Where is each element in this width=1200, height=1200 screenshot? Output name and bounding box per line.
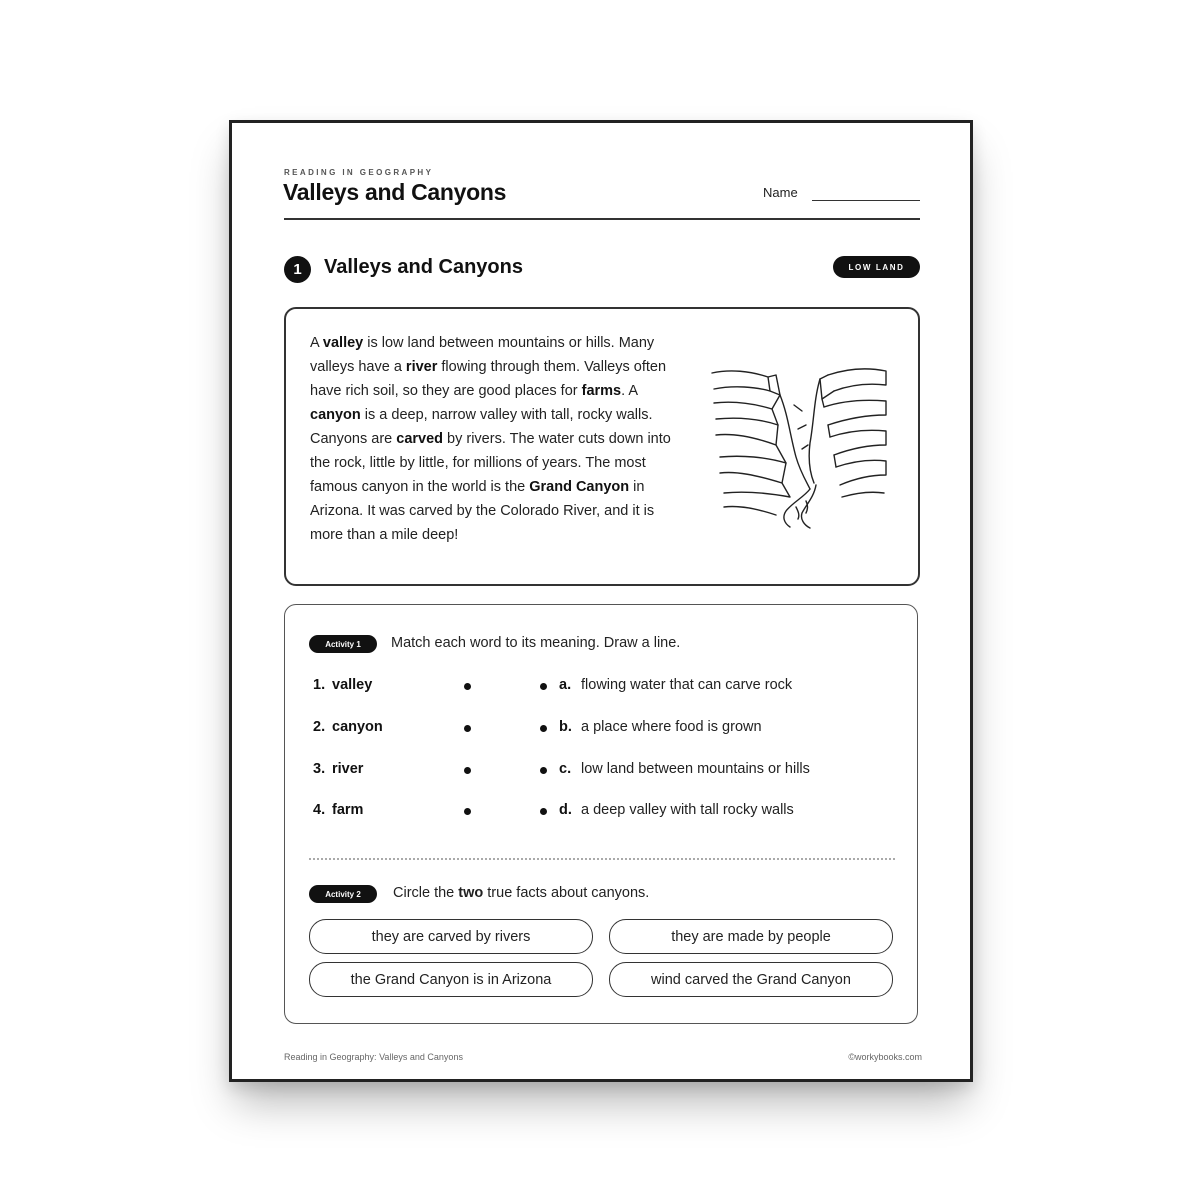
fact-choice[interactable]: they are made by people bbox=[609, 919, 893, 954]
passage-text: by rivers. The water cuts down into the rock, little by little, for millions of years. The most famous canyon in the world is the bbox=[310, 431, 671, 495]
canyon-river-illustration bbox=[710, 365, 888, 529]
word-number: 3. bbox=[313, 761, 326, 777]
definition-connect-dot[interactable] bbox=[540, 683, 547, 690]
match-word: canyon bbox=[332, 719, 383, 735]
passage-text: is a deep, narrow valley with tall, rocky walls. Canyons are bbox=[310, 407, 653, 447]
vocab-term: canyon bbox=[310, 407, 361, 423]
definition-connect-dot[interactable] bbox=[540, 808, 547, 815]
definition-letter: d. bbox=[559, 802, 572, 818]
word-number: 2. bbox=[313, 719, 326, 735]
match-word: valley bbox=[332, 677, 373, 693]
match-row bbox=[285, 802, 917, 826]
passage-text: in Arizona. It was carved by the Colorado River, and it is more than a mile deep! bbox=[310, 479, 655, 543]
vocab-term: river bbox=[405, 359, 438, 375]
word-connect-dot[interactable] bbox=[464, 808, 471, 815]
activity-2-instruction bbox=[393, 885, 649, 901]
fact-choice[interactable]: wind carved the Grand Canyon bbox=[609, 962, 893, 997]
match-row bbox=[285, 761, 917, 785]
section-number: 1 bbox=[284, 256, 311, 283]
match-word: farm bbox=[332, 802, 364, 818]
definition-letter: b. bbox=[559, 719, 572, 735]
match-row bbox=[285, 677, 917, 701]
fact-choice[interactable]: the Grand Canyon is in Arizona bbox=[309, 962, 593, 997]
word-connect-dot[interactable] bbox=[464, 725, 471, 732]
activity-2-badge: Activity 2 bbox=[309, 885, 377, 903]
passage-text: A bbox=[310, 335, 323, 351]
vocab-term: carved bbox=[396, 431, 444, 447]
match-row bbox=[285, 719, 917, 743]
definition-text: a deep valley with tall rocky walls bbox=[581, 802, 794, 818]
footer-title: Reading in Geography: Valleys and Canyons bbox=[284, 1052, 463, 1062]
reading-passage-box bbox=[284, 307, 920, 586]
passage-text: is low land between mountains or hills. Many valleys have a bbox=[310, 335, 655, 375]
definition-text: flowing water that can carve rock bbox=[581, 677, 793, 693]
vocab-term: Grand Canyon bbox=[529, 479, 630, 495]
name-label: Name bbox=[763, 185, 798, 200]
activity-1-instruction: Match each word to its meaning. Draw a line. bbox=[391, 635, 681, 651]
instruction-text: true facts about canyons. bbox=[483, 885, 650, 901]
word-number: 1. bbox=[313, 677, 326, 693]
footer-copyright: ©workybooks.com bbox=[848, 1052, 922, 1062]
header-divider bbox=[284, 218, 920, 220]
instruction-text: Circle the bbox=[393, 885, 459, 901]
passage-text: flowing through them. Valleys often have rich soil, so they are good places for bbox=[310, 359, 667, 399]
match-word: river bbox=[332, 761, 364, 777]
vocab-term: farms bbox=[581, 383, 622, 399]
definition-connect-dot[interactable] bbox=[540, 725, 547, 732]
activity-1-badge: Activity 1 bbox=[309, 635, 377, 653]
activity-divider bbox=[309, 858, 895, 860]
word-connect-dot[interactable] bbox=[464, 683, 471, 690]
definition-letter: a. bbox=[559, 677, 572, 693]
activities-box bbox=[284, 604, 918, 1024]
series-label: READING IN GEOGRAPHY bbox=[284, 168, 434, 177]
passage-text: . A bbox=[621, 383, 638, 399]
worksheet-page bbox=[229, 120, 973, 1082]
word-number: 4. bbox=[313, 802, 326, 818]
instruction-emphasis: two bbox=[458, 885, 484, 901]
name-field[interactable] bbox=[812, 200, 920, 201]
definition-letter: c. bbox=[559, 761, 572, 777]
reading-passage bbox=[310, 331, 690, 547]
definition-text: a place where food is grown bbox=[581, 719, 762, 735]
fact-choice[interactable]: they are carved by rivers bbox=[309, 919, 593, 954]
definition-text: low land between mountains or hills bbox=[581, 761, 810, 777]
section-title: Valleys and Canyons bbox=[324, 256, 523, 278]
topic-badge: LOW LAND bbox=[833, 256, 920, 278]
definition-connect-dot[interactable] bbox=[540, 767, 547, 774]
vocab-term: valley bbox=[322, 335, 364, 351]
page-title: Valleys and Canyons bbox=[283, 179, 507, 205]
word-connect-dot[interactable] bbox=[464, 767, 471, 774]
